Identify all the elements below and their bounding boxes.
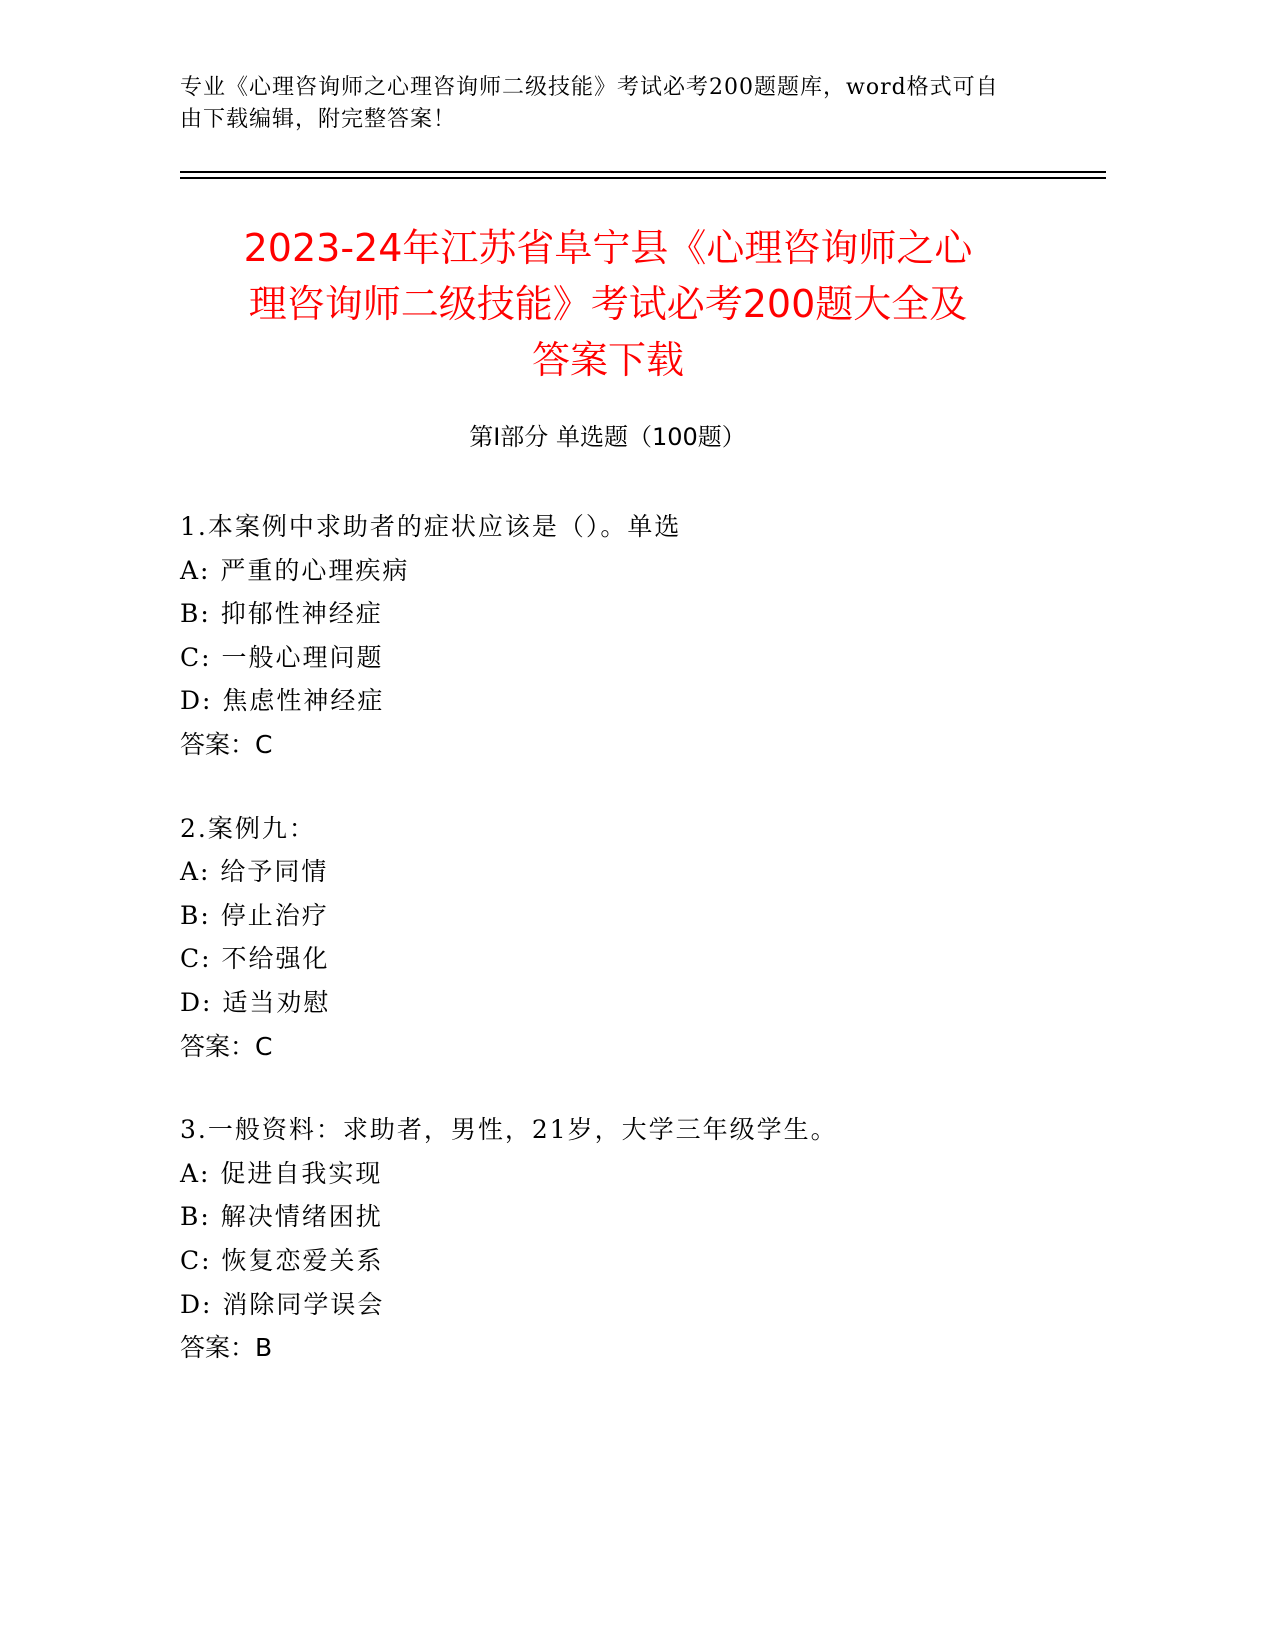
question-2 xyxy=(180,807,1080,1069)
answer-line: 答案：C xyxy=(180,1031,273,1061)
document-intro xyxy=(180,72,1050,136)
header-rule-top xyxy=(180,171,1106,173)
answer-line: 答案：B xyxy=(180,1333,273,1363)
question-stem: 3.一般资料：求助者，男性，21岁，大学三年级学生。 xyxy=(180,1115,838,1145)
option-a: A: 严重的心理疾病 xyxy=(180,555,410,585)
option-d: D: 适当劝慰 xyxy=(180,987,331,1017)
option-b: B: 解决情绪困扰 xyxy=(180,1202,383,1232)
option-c: C: 一般心理问题 xyxy=(180,642,384,672)
option-c: C: 不给强化 xyxy=(180,944,330,974)
option-a: A: 给予同情 xyxy=(180,857,329,887)
option-d: D: 消除同学误会 xyxy=(180,1289,385,1319)
option-c: C: 恢复恋爱关系 xyxy=(180,1245,384,1275)
answer-line: 答案：C xyxy=(180,729,273,759)
title-line-1: 2023-24年江苏省阜宁县《心理咨询师之心 xyxy=(243,226,973,270)
title-line-2: 理咨询师二级技能》考试必考200题大全及 xyxy=(248,282,968,326)
question-3 xyxy=(180,1108,1080,1370)
question-stem: 1.本案例中求助者的症状应该是（）。单选 xyxy=(180,512,682,541)
intro-line-1: 专业《心理咨询师之心理咨询师二级技能》考试必考200题题库，word格式可自 xyxy=(180,75,999,100)
option-b: B: 停止治疗 xyxy=(180,900,329,930)
question-1 xyxy=(180,505,1080,767)
document-title xyxy=(150,220,1066,388)
header-rule-bottom xyxy=(180,177,1106,179)
question-stem: 2.案例九： xyxy=(180,813,316,843)
question-list xyxy=(180,505,1080,1410)
intro-line-2: 由下载编辑，附完整答案！ xyxy=(180,107,457,132)
section-heading: 第Ⅰ部分 单选题（100题） xyxy=(469,423,746,451)
title-line-3: 答案下载 xyxy=(531,338,684,382)
option-a: A: 促进自我实现 xyxy=(180,1158,383,1188)
option-d: D: 焦虑性神经症 xyxy=(180,686,385,716)
option-b: B: 抑郁性神经症 xyxy=(180,599,383,629)
